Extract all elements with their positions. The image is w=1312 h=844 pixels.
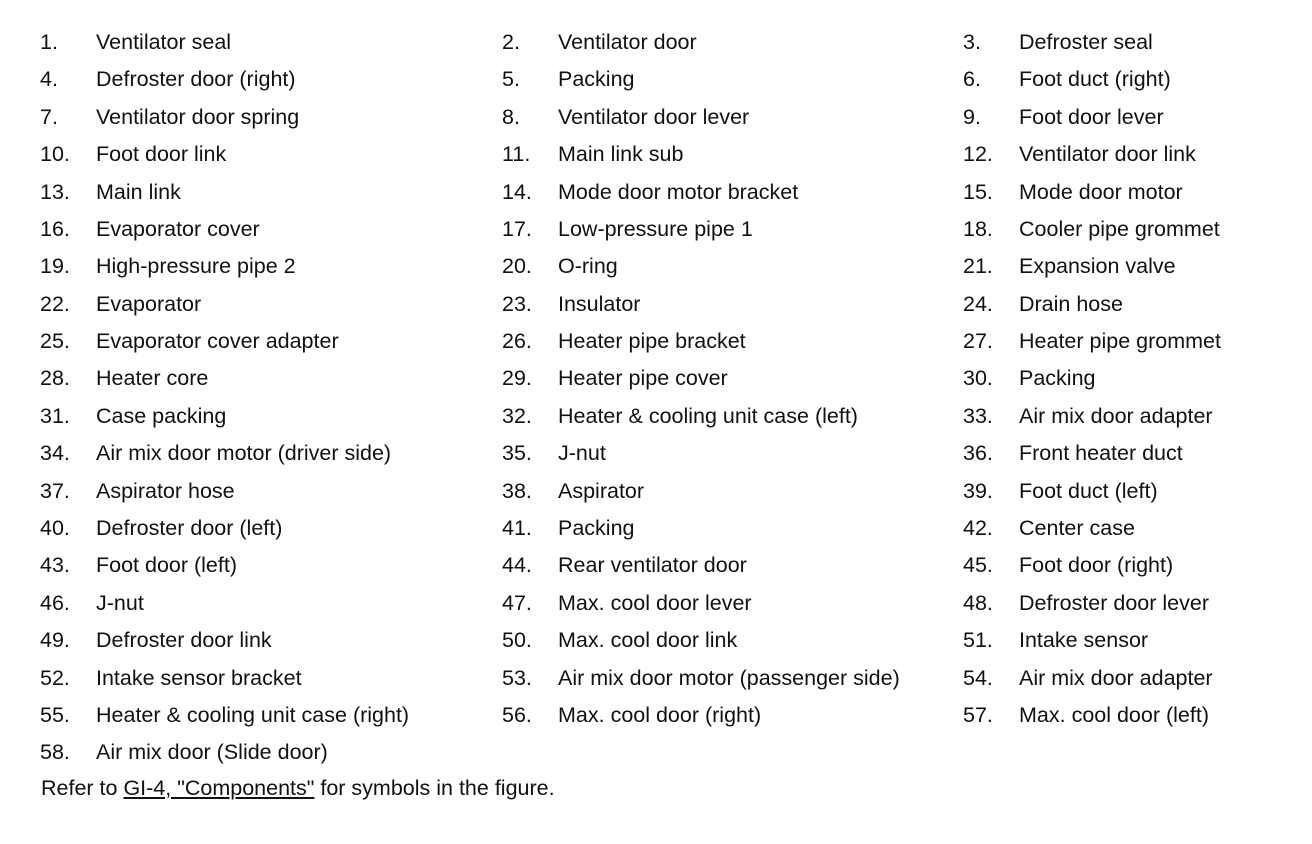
legend-item [963,702,1263,727]
legend-item-number: 45. [963,553,993,578]
legend-item-label: Ventilator door spring [96,104,300,129]
legend-item-number: 41. [502,516,532,541]
legend-item [963,630,1263,652]
legend-item-number: 49. [40,628,70,653]
legend-item-number: 15. [963,179,993,204]
legend-item-label: Air mix door (Slide door) [96,740,328,765]
legend-item-number: 33. [963,403,993,428]
legend-item-label: J-nut [558,441,606,466]
legend-item [40,478,502,503]
legend-item-label: Foot door (left) [96,553,237,578]
legend-item-number: 57. [963,702,993,727]
legend-item-label: Heater pipe grommet [1019,329,1221,354]
legend-item [963,478,1263,503]
legend-item [963,29,1263,54]
legend-item-label: Drain hose [1019,291,1123,316]
legend-item-number: 38. [502,478,532,503]
legend-item [502,29,963,54]
legend-item [963,555,1263,577]
legend-item [963,179,1263,204]
legend-item-number: 34. [40,441,70,466]
legend-item-label: Packing [1019,366,1096,391]
legend-item-number: 43. [40,553,70,578]
legend-item [963,144,1263,166]
legend-item [40,702,502,727]
legend-item-label: Max. cool door (left) [1019,702,1209,727]
legend-item-label: Packing [558,516,635,541]
legend-item-number: 6. [963,67,981,92]
legend-item-label: Ventilator seal [96,29,232,54]
legend-item-label: Max. cool door lever [558,590,752,615]
legend-item-label: Heater core [96,366,209,391]
legend-item [40,403,502,428]
legend-item-number: 56. [502,702,532,727]
legend-item-label: Foot door link [96,142,227,167]
legend-item [40,256,502,278]
legend-item-label: Heater pipe bracket [558,329,746,354]
legend-item [40,443,502,465]
legend-item-label: Foot door (right) [1019,553,1174,578]
legend-item-number: 37. [40,478,70,503]
legend-item-number: 51. [963,628,993,653]
legend-item-label: Foot duct (left) [1019,478,1158,503]
legend-item-label: High-pressure pipe 2 [96,254,296,279]
legend-item [963,518,1263,540]
legend-item-number: 27. [963,329,993,354]
legend-item-number: 13. [40,179,70,204]
legend-item [502,590,963,615]
legend-item-label: Intake sensor [1019,628,1149,653]
legend-item [502,518,963,540]
legend-item-number: 24. [963,291,993,316]
legend-item-label: Defroster door (right) [96,67,296,92]
legend-item-label: Evaporator cover [96,216,260,241]
legend-item [40,331,502,353]
legend-item [40,555,502,577]
legend-item-label: Intake sensor bracket [96,665,302,690]
legend-item-number: 2. [502,29,520,54]
components-reference-link[interactable]: GI-4, "Components" [123,776,315,800]
legend-item-number: 55. [40,702,70,727]
legend-item-label: Heater & cooling unit case (left) [558,403,858,428]
legend-item-number: 20. [502,254,532,279]
legend-item-label: Low-pressure pipe 1 [558,216,753,241]
legend-item [40,144,502,166]
legend-item-number: 8. [502,104,520,129]
legend-item-number: 53. [502,665,532,690]
legend-item-label: Ventilator door lever [558,104,750,129]
legend-item [40,742,502,764]
legend-item-number: 26. [502,329,532,354]
legend-item [40,216,502,241]
legend-item-label: Foot duct (right) [1019,67,1171,92]
reference-note-prefix: Refer to [41,776,124,800]
legend-item-label: Ventilator door [558,29,697,54]
legend-item-number: 35. [502,441,532,466]
legend-item-label: Heater pipe cover [558,366,728,391]
legend-item-number: 36. [963,441,993,466]
legend-item-number: 9. [963,104,981,129]
legend-item-label: Evaporator [96,291,202,316]
legend-item-label: Defroster door (left) [96,516,283,541]
legend-item-number: 30. [963,366,993,391]
legend-item [502,256,963,278]
legend-item-label: Main link [96,179,181,204]
legend-item-number: 4. [40,67,58,92]
legend-item [502,144,963,166]
legend-item [40,29,502,54]
legend-item-label: Main link sub [558,142,684,167]
legend-item [963,291,1263,316]
legend-item-number: 48. [963,590,993,615]
legend-item-number: 5. [502,67,520,92]
legend-item-number: 58. [40,740,70,765]
legend-item-label: Air mix door adapter [1019,403,1213,428]
legend-item-number: 19. [40,254,70,279]
legend-item-label: Air mix door motor (passenger side) [558,665,900,690]
parts-legend-grid [40,24,1280,772]
legend-item-number: 32. [502,403,532,428]
legend-item-number: 23. [502,291,532,316]
legend-item-number: 21. [963,254,993,279]
legend-item [40,518,502,540]
legend-item-number: 52. [40,665,70,690]
legend-item-label: Mode door motor bracket [558,179,799,204]
legend-item-label: Case packing [96,403,227,428]
legend-item [502,665,963,690]
legend-item-number: 46. [40,590,70,615]
legend-item [502,216,963,241]
reference-note-suffix: for symbols in the figure. [314,776,555,800]
legend-item-number: 17. [502,216,532,241]
legend-item [963,665,1263,690]
legend-item-label: Rear ventilator door [558,553,747,578]
legend-item [40,368,502,390]
legend-item-number: 18. [963,216,993,241]
legend-item-label: Cooler pipe grommet [1019,216,1220,241]
legend-item-number: 7. [40,104,58,129]
legend-item-label: J-nut [96,590,144,615]
legend-item [963,443,1263,465]
legend-item-number: 22. [40,291,70,316]
legend-item-label: Insulator [558,291,641,316]
legend-item [40,179,502,204]
legend-item [40,69,502,91]
legend-item [963,256,1263,278]
legend-item-number: 28. [40,366,70,391]
legend-item [40,630,502,652]
legend-item-number: 16. [40,216,70,241]
legend-item-number: 39. [963,478,993,503]
legend-item-number: 50. [502,628,532,653]
legend-item [40,291,502,316]
legend-item-label: Aspirator hose [96,478,235,503]
legend-item [40,665,502,690]
legend-item [40,590,502,615]
legend-item [963,403,1263,428]
legend-item-label: Max. cool door link [558,628,738,653]
legend-item-number: 10. [40,142,70,167]
legend-item [502,291,963,316]
legend-item-label: Air mix door adapter [1019,665,1213,690]
legend-item-number: 12. [963,142,993,167]
legend-item-label: Air mix door motor (driver side) [96,441,392,466]
legend-item-label: Defroster seal [1019,29,1153,54]
legend-item [502,331,963,353]
legend-item-label: Max. cool door (right) [558,702,762,727]
legend-item-label: Defroster door link [96,628,272,653]
legend-item-label: Heater & cooling unit case (right) [96,702,410,727]
legend-item [502,443,963,465]
legend-item-number: 3. [963,29,981,54]
legend-item [502,702,963,727]
legend-item [502,630,963,652]
legend-item [963,104,1263,129]
legend-item [502,179,963,204]
legend-item [963,368,1263,390]
legend-item-label: Center case [1019,516,1135,541]
legend-item [963,69,1263,91]
legend-item-number: 54. [963,665,993,690]
legend-item-number: 40. [40,516,70,541]
legend-item [963,331,1263,353]
legend-item [963,590,1263,615]
legend-item-label: Packing [558,67,635,92]
legend-item-label: Front heater duct [1019,441,1183,466]
legend-item-label: Expansion valve [1019,254,1176,279]
legend-item-number: 14. [502,179,532,204]
legend-item [502,368,963,390]
legend-item-label: Foot door lever [1019,104,1164,129]
legend-item-label: Defroster door lever [1019,590,1209,615]
legend-item-label: Aspirator [558,478,645,503]
reference-note [41,778,555,800]
legend-item [963,216,1263,241]
legend-item [502,104,963,129]
legend-item-label: Evaporator cover adapter [96,329,339,354]
legend-item [40,104,502,129]
legend-item-label: O-ring [558,254,618,279]
legend-item-number: 25. [40,329,70,354]
legend-item [502,403,963,428]
legend-item [502,478,963,503]
legend-item-number: 29. [502,366,532,391]
legend-item-number: 44. [502,553,532,578]
legend-item-number: 11. [502,142,531,167]
legend-item [502,555,963,577]
legend-item-number: 31. [40,403,70,428]
legend-item-label: Ventilator door link [1019,142,1196,167]
legend-item-number: 1. [40,29,58,54]
legend-item-number: 42. [963,516,993,541]
legend-item [502,69,963,91]
legend-item-number: 47. [502,590,532,615]
parts-legend [40,24,1280,772]
legend-item-label: Mode door motor [1019,179,1183,204]
